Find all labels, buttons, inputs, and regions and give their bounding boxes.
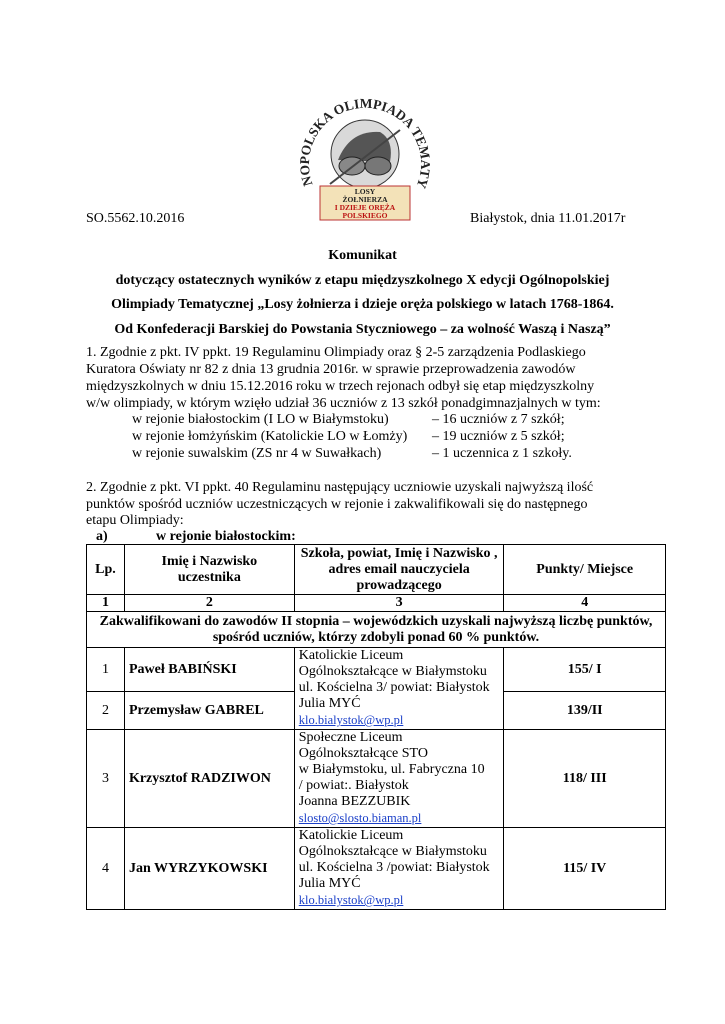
- row-student-name: Przemysław GABREL: [124, 692, 294, 730]
- region-label: w rejonie łomżyńskim (Katolickie LO w Łomży): [132, 429, 408, 444]
- table-row: [87, 648, 666, 692]
- para1-line-2: Kuratora Oświaty nr 82 z dnia 13 grudnia 2016r. w sprawie przeprowadzenia zawodów: [86, 362, 576, 377]
- region-count: – 16 uczniów z 7 szkół;: [432, 412, 565, 427]
- table-row: [87, 730, 666, 828]
- school-line: Katolickie Liceum: [298, 828, 404, 843]
- school-line: / powiat:. Białystok: [298, 778, 409, 793]
- school-line: ul. Kościelna 3/ powiat: Białystok: [298, 680, 490, 695]
- teacher-email-link[interactable]: slosto@slosto.biaman.pl: [298, 811, 422, 825]
- region-row: [132, 445, 572, 462]
- region-label: w rejonie suwalskim (ZS nr 4 w Suwałkach): [132, 446, 382, 461]
- region-label: w rejonie białostockim (I LO w Białymstoku): [132, 412, 389, 427]
- row-points: 118/ III: [504, 730, 666, 828]
- row-school-cell: [294, 828, 504, 910]
- table-row: [87, 828, 666, 910]
- row-student-name: Krzysztof RADZIWON: [124, 730, 294, 828]
- school-line: Ogólnokształcące w Białymstoku: [298, 664, 487, 679]
- sub-marker: a): [96, 529, 108, 544]
- teacher-email-link[interactable]: klo.bialystok@wp.pl: [298, 713, 404, 727]
- para2-line-1: 2. Zgodnie z pkt. VI ppkt. 40 Regulaminu następujący uczniowie uzyskali najwyższą ilość: [86, 480, 594, 495]
- section-title: Zakwalifikowani do zawodów II stopnia – wojewódzkich uzyskali najwyższą liczbę punktów, spośród uczniów, którzy zdobyli ponad 60 % punktów.: [87, 612, 666, 648]
- row-school-cell: [294, 648, 504, 730]
- olympiad-logo: [290, 82, 440, 222]
- para1-line-4: w/w olimpiady, w którym wzięło udział 36 uczniów z 13 szkół ponadgimnazjalnych w tym:: [86, 396, 601, 411]
- school-line: w Białymstoku, ul. Fabryczna 10: [298, 762, 485, 777]
- school-line: Julia MYĆ: [298, 696, 361, 711]
- row-student-name: Paweł BABIŃSKI: [124, 648, 294, 692]
- results-table: [86, 544, 666, 910]
- school-line: Julia MYĆ: [298, 876, 361, 891]
- header-points: Punkty/ Miejsce: [504, 545, 666, 595]
- row-school-cell: [294, 730, 504, 828]
- school-line: Katolickie Liceum: [298, 648, 404, 663]
- row-lp: 3: [87, 730, 125, 828]
- row-points: 155/ I: [504, 648, 666, 692]
- row-points: 139/II: [504, 692, 666, 730]
- region-row: [132, 428, 565, 445]
- header-school: Szkoła, powiat, Imię i Nazwisko , adres email nauczyciela prowadzącego: [294, 545, 504, 595]
- logo-arc-text: NOPOLSKA OLIMPIADA TEMATY: [296, 95, 434, 191]
- announcement-title: Komunikat: [328, 248, 397, 263]
- school-line: Społeczne Liceum: [298, 730, 403, 745]
- row-lp: 1: [87, 648, 125, 692]
- teacher-email-link[interactable]: klo.bialystok@wp.pl: [298, 893, 404, 907]
- heading-line-1: dotyczący ostatecznych wyników z etapu międzyszkolnego X edycji Ogólnopolskiej: [115, 273, 610, 288]
- school-line: Ogólnokształcące STO: [298, 746, 428, 761]
- school-line: Joanna BEZZUBIK: [298, 794, 411, 809]
- row-student-name: Jan WYRZYKOWSKI: [124, 828, 294, 910]
- heading-line-3: Od Konfederacji Barskiej do Powstania Styczniowego – za wolność Waszą i Naszą”: [114, 322, 611, 337]
- region-count: – 1 uczennica z 1 szkoły.: [432, 446, 572, 461]
- index-cell: 3: [294, 595, 504, 612]
- table-header-row: [87, 545, 666, 595]
- logo-banner-line-4: POLSKIEGO: [342, 211, 388, 220]
- para1-line-1: 1. Zgodnie z pkt. IV ppkt. 19 Regulaminu Olimpiady oraz § 2-5 zarządzenia Podlaskiego: [86, 345, 586, 360]
- row-lp: 4: [87, 828, 125, 910]
- para2-line-2: punktów spośród uczniów uczestniczących w rejonie i zakwalifikowali się do następnego: [86, 497, 588, 512]
- section-row: [87, 612, 666, 648]
- school-line: ul. Kościelna 3 /powiat: Białystok: [298, 860, 490, 875]
- para1-line-3: międzyszkolnych w dniu 15.12.2016 roku w trzech rejonach odbył się etap międzyszkolny: [86, 379, 595, 394]
- index-cell: 2: [124, 595, 294, 612]
- logo-banner-line-3: I DZIEJE ORĘŻA: [334, 203, 396, 212]
- para2-line-3: etapu Olimpiady:: [86, 513, 184, 528]
- logo-banner-line-1: LOSY: [354, 187, 376, 196]
- heading-line-2: Olimpiady Tematycznej „Losy żołnierza i dzieje oręża polskiego w latach 1768-1864.: [111, 297, 614, 312]
- region-subheading: w rejonie białostockim:: [156, 529, 296, 544]
- table-index-row: [87, 595, 666, 612]
- logo-banner-line-2: ŻOŁNIERZA: [342, 195, 388, 204]
- header-name: Imię i Nazwisko uczestnika: [124, 545, 294, 595]
- document-reference: SO.5562.10.2016: [86, 211, 185, 226]
- row-points: 115/ IV: [504, 828, 666, 910]
- header-lp: Lp.: [87, 545, 125, 595]
- region-count: – 19 uczniów z 5 szkół;: [432, 429, 565, 444]
- region-row: [132, 411, 565, 428]
- index-cell: 1: [87, 595, 125, 612]
- school-line: Ogólnokształcące w Białymstoku: [298, 844, 487, 859]
- index-cell: 4: [504, 595, 666, 612]
- row-lp: 2: [87, 692, 125, 730]
- place-and-date: Białystok, dnia 11.01.2017r: [470, 211, 626, 226]
